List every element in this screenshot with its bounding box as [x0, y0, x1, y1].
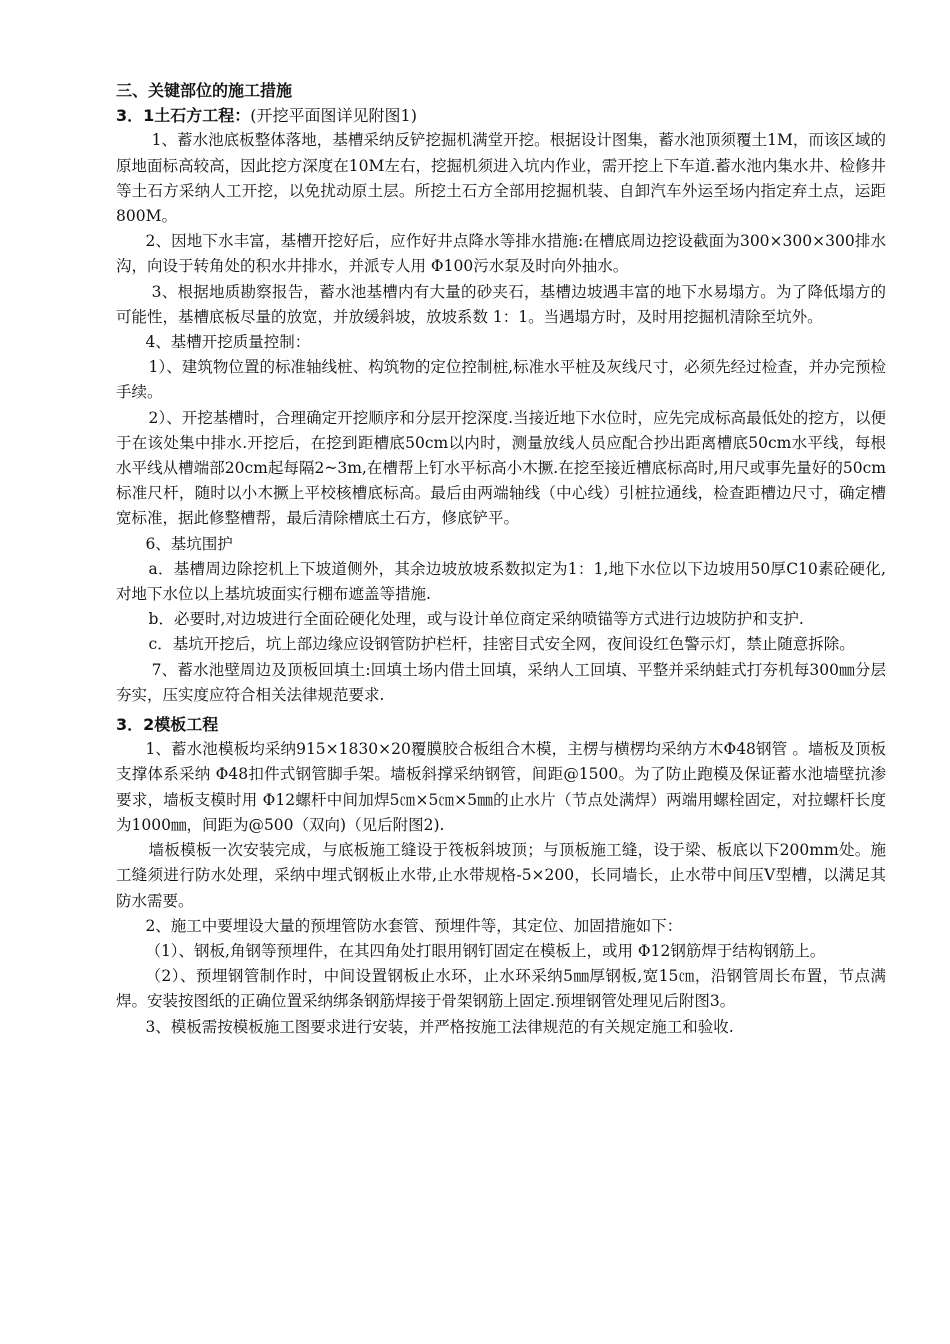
paragraph: a．基槽周边除挖机上下坡道侧外，其余边坡放坡系数拟定为1：1,地下水位以下边坡用50厚C10素砼硬化,对地下水位以上基坑坡面实行棚布遮盖等措施.: [116, 559, 886, 604]
heading-3-1-note: (开挖平面图详见附图1): [250, 106, 417, 126]
paragraph: 1、蓄水池底板整体落地，基槽采纳反铲挖掘机满堂开挖。根据设计图集，蓄水池顶须覆土1M，而该区域的原地面标高较高，因此挖方深度在10M左右，挖掘机须进入坑内作业，需开挖上下车道.蓄水池内集水井、检修井等土石方采纳人工开挖，以免扰动原土层。所挖土石方全部用挖掘机装、自卸汽车外运至场内指定弃土点，运距800M。: [116, 131, 886, 226]
paragraph: 2、因地下水丰富，基槽开挖好后，应作好井点降水等排水措施:在槽底周边挖设截面为300×300×300排水沟，向设于转角处的积水井排水，并派专人用 Φ100污水泵及时向外抽水。: [116, 232, 886, 276]
paragraph: 3、根据地质勘察报告，蓄水池基槽内有大量的砂夹石，基槽边坡遇丰富的地下水易塌方。为了降低塌方的可能性，基槽底板尽量的放宽，并放缓斜坡，放坡系数 1：1。当遇塌方时，及时用挖掘机清除至坑外。: [116, 282, 886, 326]
paragraph: 4、基槽开挖质量控制：: [145, 333, 311, 352]
paragraph: 1）、建筑物位置的标准轴线桩、构筑物的定位控制桩,标准水平桩及灰线尺寸，必须先经过检查，并办完预检手续。: [116, 358, 886, 402]
paragraph: 2、施工中要埋设大量的预埋管防水套管、预埋件等，其定位、加固措施如下：: [145, 916, 683, 935]
paragraph: （1）、钢板,角钢等预埋件，在其四角处打眼用钢钉固定在模板上，或用 Φ12钢筋焊于结构钢筋上。: [145, 941, 826, 960]
paragraph: 6、基坑围护: [145, 534, 233, 553]
paragraph: 1、蓄水池模板均采纳915×1830×20覆膜胶合板组合木模，主楞与横楞均采纳方木Φ48钢管 。墙板及顶板支撑体系采纳 Φ48扣件式钢管脚手架。墙板斜撑采纳钢管，间距@1500。为了防止跑模及保证蓄水池墙壁抗渗要求，墙板支模时用 Φ12螺杆中间加焊5㎝×5㎝×5㎜的止水片（节点处满焊）两端用螺栓固定，对拉螺杆长度为1000㎜，间距为@500（双向)（见后附图2).: [116, 740, 886, 834]
paragraph: b．必要时,对边坡进行全面砼硬化处理，或与设计单位商定采纳喷锚等方式进行边坡防护和支护.: [148, 610, 804, 629]
paragraph: 2）、开挖基槽时，合理确定开挖顺序和分层开挖深度.当接近地下水位时，应先完成标高最低处的挖方，以便于在该处集中排水.开挖后，在挖到距槽底50cm以内时，测量放线人员应配合抄出距离槽底50cm水平线，每根水平线从槽端部20cm起每隔2~3m,在槽帮上钉水平标高小木撅.在挖至接近槽底标高时,用尺或事先量好的50cm标准尺杆，随时以小木撅上平校核槽底标高。最后由两端轴线（中心线）引桩拉通线，检查距槽边尺寸，确定槽宽标准，据此修整槽帮，最后清除槽底土石方，修底铲平。: [116, 408, 886, 528]
paragraph: （2）、预埋钢管制作时，中间设置钢板止水环，止水环采纳5㎜厚钢板,宽15㎝，沿钢管周长布置，节点满焊。安装按图纸的正确位置采纳绑条钢筋焊接于骨架钢筋上固定.预埋钢管处理见后附图3。: [116, 967, 886, 1011]
paragraph: 墙板模板一次安装完成，与底板施工缝设于筏板斜坡顶；与顶板施工缝，设于梁、板底以下200mm处。施工缝须进行防水处理，采纳中埋式钢板止水带,止水带规格-5×200，长同墙长，止水带中间压V型槽，以满足其防水需要。: [116, 841, 886, 910]
paragraph: 3、模板需按模板施工图要求进行安装，并严格按施工法律规范的有关规定施工和验收.: [145, 1017, 734, 1036]
paragraph: 7、蓄水池壁周边及顶板回填土:回填土场内借土回填，采纳人工回填、平整并采纳蛙式打夯机每300㎜分层夯实，压实度应符合相关法律规范要求.: [116, 660, 886, 704]
paragraph: c．基坑开挖后，坑上部边缘应设钢管防护栏杆，挂密目式安全网，夜间设红色警示灯，禁止随意拆除。: [148, 635, 855, 654]
section-title: 三、关键部位的施工措施: [116, 81, 293, 100]
heading-3-2: 3．2模板工程: [116, 715, 219, 735]
heading-3-1-title: 3．1土石方工程：: [116, 106, 251, 126]
heading-3-1: [116, 103, 886, 128]
document-page: [116, 78, 886, 1040]
